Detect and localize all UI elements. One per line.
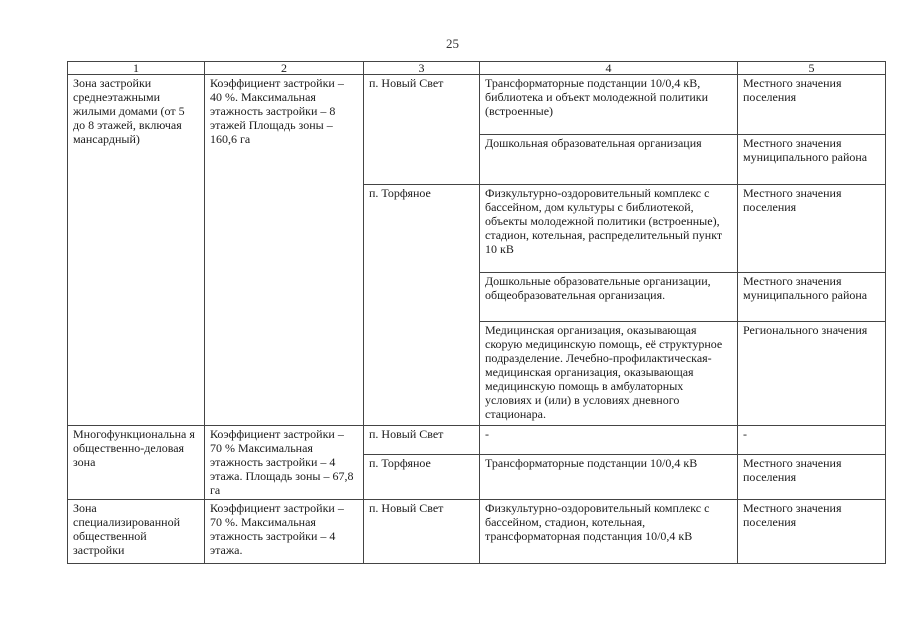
object-significance: Местного значения поселения bbox=[738, 500, 886, 564]
object-significance: - bbox=[738, 426, 886, 455]
column-header: 2 bbox=[205, 62, 364, 75]
object-description: - bbox=[480, 426, 738, 455]
object-description: Дошкольные образовательные организации, общеобразовательная организация. bbox=[480, 273, 738, 322]
zone-name: Зона застройки среднеэтажными жилыми домами (от 5 до 8 этажей, включая мансардный) bbox=[68, 75, 205, 426]
settlement-name: п. Торфяное bbox=[364, 185, 480, 426]
settlement-name: п. Новый Свет bbox=[364, 426, 480, 455]
column-header: 4 bbox=[480, 62, 738, 75]
planning-table bbox=[67, 61, 886, 564]
zone-name: Многофункциональна я общественно-деловая зона bbox=[68, 426, 205, 500]
table-row bbox=[68, 500, 886, 564]
zone-name: Зона специализированной общественной застройки bbox=[68, 500, 205, 564]
object-significance: Местного значения поселения bbox=[738, 75, 886, 135]
column-header: 3 bbox=[364, 62, 480, 75]
object-description: Медицинская организация, оказывающая скорую медицинскую помощь, её структурное подразделение. Лечебно-профилактическая-медицинская организация, оказывающая медицинскую помощь в амбулаторных условиях и (или) в условиях дневного стационара. bbox=[480, 322, 738, 426]
zone-params: Коэффициент застройки – 70 %. Максимальная этажность застройки – 4 этажа. bbox=[205, 500, 364, 564]
object-description: Дошкольная образовательная организация bbox=[480, 135, 738, 185]
object-significance: Местного значения поселения bbox=[738, 185, 886, 273]
settlement-name: п. Торфяное bbox=[364, 454, 480, 499]
object-description: Физкультурно-оздоровительный комплекс с бассейном, стадион, котельная, трансформаторная подстанция 10/0,4 кВ bbox=[480, 500, 738, 564]
table-row bbox=[68, 75, 886, 135]
column-header: 5 bbox=[738, 62, 886, 75]
page-number: 25 bbox=[446, 36, 459, 51]
object-description: Физкультурно-оздоровительный комплекс с бассейном, дом культуры с библиотекой, объекты молодежной политики (встроенные), стадион, котельная, распределительный пункт 10 кВ bbox=[480, 185, 738, 273]
object-significance: Регионального значения bbox=[738, 322, 886, 426]
zone-params: Коэффициент застройки – 40 %. Максимальная этажность застройки – 8 этажей Площадь зоны – 160,6 га bbox=[205, 75, 364, 426]
table-row bbox=[68, 426, 886, 455]
object-significance: Местного значения муниципального района bbox=[738, 135, 886, 185]
object-description: Трансформаторные подстанции 10/0,4 кВ, библиотека и объект молодежной политики (встроенные) bbox=[480, 75, 738, 135]
settlement-name: п. Новый Свет bbox=[364, 500, 480, 564]
object-significance: Местного значения муниципального района bbox=[738, 273, 886, 322]
column-header: 1 bbox=[68, 62, 205, 75]
table-header-row bbox=[68, 62, 886, 75]
settlement-name: п. Новый Свет bbox=[364, 75, 480, 185]
object-description: Трансформаторные подстанции 10/0,4 кВ bbox=[480, 454, 738, 499]
zone-params: Коэффициент застройки – 70 % Максимальная этажность застройки – 4 этажа. Площадь зоны – 67,8 га bbox=[205, 426, 364, 500]
object-significance: Местного значения поселения bbox=[738, 454, 886, 499]
